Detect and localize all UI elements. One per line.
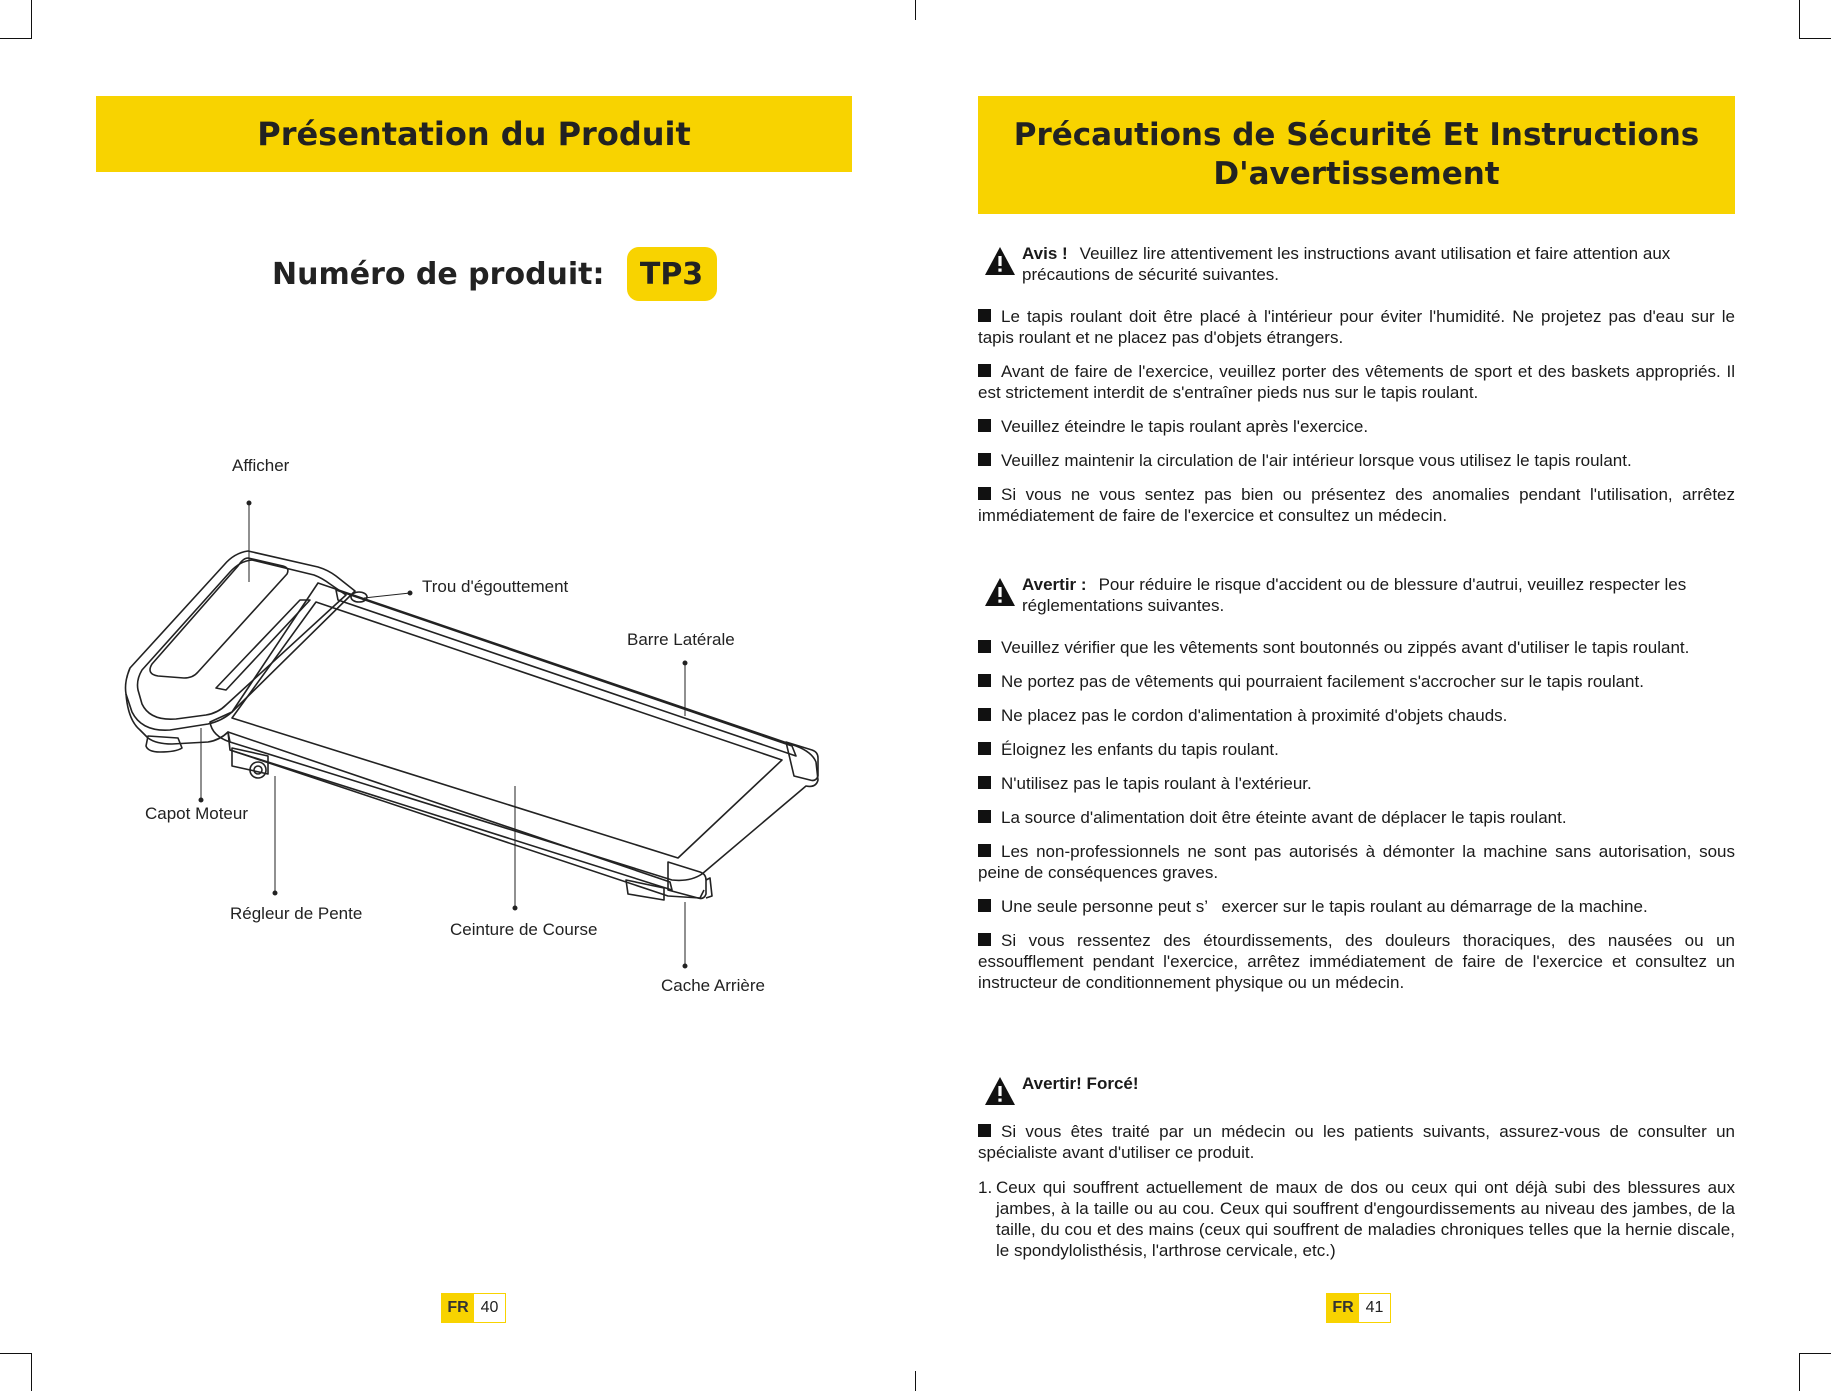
callout-drip-hole: Trou d'égouttement [422,577,569,596]
callout-rear-cover: Cache Arrière [661,976,765,995]
product-number-badge: TP3 [627,247,717,301]
crop-mark [1799,0,1800,38]
treadmill-diagram [0,0,900,1391]
callout-motor-cover: Capot Moteur [145,804,248,823]
crop-mark [1799,1353,1831,1354]
list-item: Si vous ne vous sentez pas bien ou présentez des anomalies pendant l'utilisation, arrêtez immédiatement de faire de l'exercice et consultez un médecin. [978,485,1735,525]
crop-mark [1799,1353,1800,1391]
warning-section [978,574,1735,993]
numbered-item [978,1177,1735,1261]
right-page-title-line2: D'avertissement [1213,156,1500,192]
notice-avertir-text: Pour réduire le risque d'accident ou de blessure d'autrui, veuillez respecter les réglementations suivantes. [1022,575,1687,615]
callout-incline-adjuster: Régleur de Pente [230,904,363,923]
notice-avis-text: Veuillez lire attentivement les instructions avant utilisation et faire attention aux précautions de sécurité suivantes. [1022,244,1671,284]
page-number-right [1326,1293,1391,1323]
list-item: Veuillez vérifier que les vêtements sont boutonnés ou zippés avant d'utiliser le tapis roulant. [978,637,1735,658]
page-number-left [441,1293,506,1323]
list-item: Ne placez pas le cordon d'alimentation à proximité d'objets chauds. [978,705,1735,726]
numbered-item-number: 1. [978,1178,993,1197]
list-item: Veuillez maintenir la circulation de l'air intérieur lorsque vous utilisez le tapis roulant. [978,450,1735,471]
callout-running-belt: Ceinture de Course [450,920,598,939]
list-item: Avant de faire de l'exercice, veuillez porter des vêtements de sport et des baskets appropriés. Il est strictement interdit de s'entraîner pieds nus sur le tapis roulant. [978,362,1735,402]
warning-triangle-icon [984,1076,1016,1106]
list-item: Les non-professionnels ne sont pas autorisés à démonter la machine sans autorisation, sous peine de conséquences graves. [978,842,1735,882]
list-item: N'utilisez pas le tapis roulant à l'extérieur. [978,773,1735,794]
right-page-title-line1: Précautions de Sécurité Et Instructions [1013,117,1700,153]
page-lang-label: FR [442,1294,474,1322]
notice-avertir-force [978,1073,1735,1094]
callout-side-bar: Barre Latérale [627,630,735,649]
callout-display: Afficher [232,456,290,475]
notice-avis [978,243,1735,285]
list-item: Le tapis roulant doit être placé à l'intérieur pour éviter l'humidité. Ne projetez pas d'eau sur le tapis roulant et ne placez pas d'objets étrangers. [978,307,1735,347]
list-item: Si vous êtes traité par un médecin ou les patients suivants, assurez-vous de consulter un spécialiste avant d'utiliser ce produit. [978,1122,1735,1162]
page-number: 41 [1365,1299,1384,1316]
crop-mark [915,0,916,20]
crop-mark [1799,38,1831,39]
forced-warning-section [978,1073,1735,1261]
notice-avertir-key: Avertir : [1022,575,1087,594]
rear-cap-detail [706,878,712,898]
list-item: Une seule personne peut s’ exercer sur le tapis roulant au démarrage de la machine. [978,896,1735,917]
side-bar [336,590,796,756]
product-number-label: Numéro de produit: [272,256,605,292]
treadmill-console-inner [138,560,347,719]
notice-avertir-force-key: Avertir! Forcé! [1022,1074,1139,1093]
safety-notice-section [978,243,1735,526]
notice-avis-key: Avis ! [1022,244,1068,263]
crop-mark [915,1371,916,1391]
page-lang-label: FR [1327,1294,1359,1322]
list-item: Veuillez éteindre le tapis roulant après l'exercice. [978,416,1735,437]
list-item: Ne portez pas de vêtements qui pourraient facilement s'accrocher sur le tapis roulant. [978,671,1735,692]
list-item: Éloignez les enfants du tapis roulant. [978,739,1735,760]
rear-foot [626,880,664,900]
notice-avertir [978,574,1735,616]
warning-triangle-icon [984,577,1016,607]
right-page-title [978,96,1735,214]
list-item: Si vous ressentez des étourdissements, des douleurs thoraciques, des nausées ou un essoufflement pendant l'exercice, arrêtez immédiatement de faire de l'exercice et consultez un instructeur de conditionnement physique ou un médecin. [978,931,1735,992]
page-number: 40 [480,1299,499,1316]
incline-knob-inner [254,766,262,774]
numbered-item-text: Ceux qui souffrent actuellement de maux de dos ou ceux qui ont déjà subi des blessures aux jambes, à la taille ou au cou. Ceux qui souffrent d'engourdissements au niveau des jambes, de la taille, du cou et des mains (ceux qui souffrent de maladies chroniques telles que la hernie discale, le spondylolisthésis, l'arthrose cervicale, etc.) [996,1178,1735,1260]
list-item: La source d'alimentation doit être éteinte avant de déplacer le tapis roulant. [978,807,1735,828]
left-page-title-text: Présentation du Produit [257,115,691,153]
warning-triangle-icon [984,246,1016,276]
